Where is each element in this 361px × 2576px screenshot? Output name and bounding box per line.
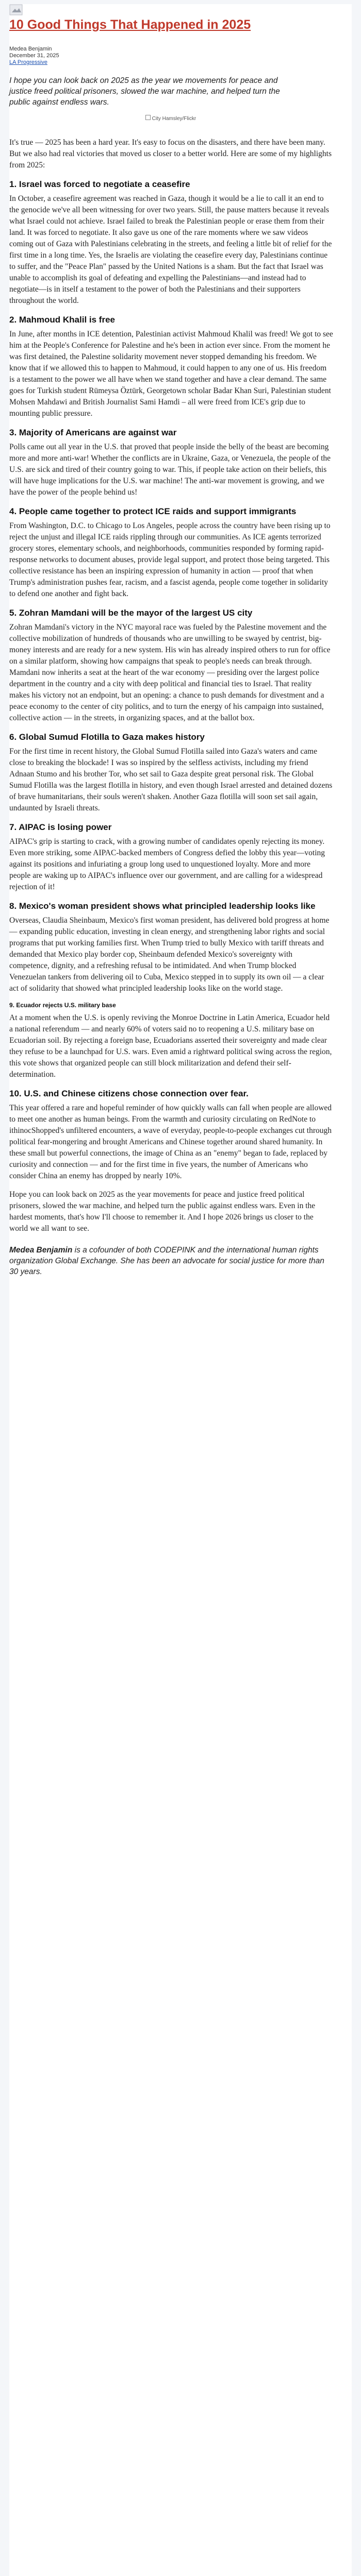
body-paragraph: At a moment when the U.S. is openly reviving the Monroe Doctrine in Latin America, Ecuador held a national referendum — and nearly 60% of voters said no to reopening a U.S. military base on Ecuadorian soil. By rejecting a foreign base, Ecuadorians asserted their sovereignty and made clear they refuse to be a launchpad for U.S. wars. Even amid a rightward political swing across the region, this vote shows that organized people can still block militarization and defend their self-determination. [9,1013,332,1079]
section-heading: 7. AIPAC is losing power [9,822,112,832]
section-heading: 2. Mahmoud Khalil is free [9,315,115,325]
section-heading: 6. Global Sumud Flotilla to Gaza makes history [9,732,205,742]
section-heading: 1. Israel was forced to negotiate a ceasefire [9,179,190,189]
body-paragraph: From Washington, D.C. to Chicago to Los Angeles, people across the country have been rising up to reject the unjust and illegal ICE raids rippling through our communities. As ICE agents terrorized grocery stores, elementary schools, and neighborhoods, communities responded by forming rapid-response networks to document abuses, provide legal support, and protect those being targeted. This collective resistance has been an inspiring expression of humanity in action — proof that when Trump's administration pushes fear, racism, and a fascist agenda, people come together in solidarity to defend one another and fight back. [9,521,331,598]
photo-caption: City Hamsley/Flickr [152,116,196,122]
article-card [9,4,352,2576]
body-paragraph: For the first time in recent history, the Global Sumud Flotilla sailed into Gaza's waters and came close to breaking the blockade! I was so inspired by the selfless activists, including my friend Adnaan Stumo and his brother Tor, who set sail to Gaza despite great personal risk. The Global Sumud Flotilla was the largest flotilla in history, and even though Israel arrested and detained dozens of brave humanitarians, their souls weren't shaken. Another Gaza flotilla will soon set sail again, undaunted by Israeli threats. [9,747,333,812]
body-paragraph: AIPAC's grip is starting to crack, with a growing number of candidates openly rejecting its money. Even more striking, some AIPAC-backed members of Congress defied the lobby this year—voting against its positions and infuriating a group long used to unquestioned loyalty. More and more people are waking up to AIPAC's influence over our government, and are calling for a widespread rejection of it! [9,837,325,891]
section-heading: 8. Mexico's woman president shows what principled leadership looks like [9,901,316,911]
section-heading: 3. Majority of Americans are against war [9,428,177,437]
source-link[interactable]: LA Progressive [9,59,47,65]
publication-logo-icon [9,4,23,15]
article-photo [140,115,202,126]
bio-text: is a cofounder of both CODEPINK and the international human rights organization Global Exchange. She has been an advocate for social justice for more than 30 years. [9,1246,324,1276]
body-paragraph: Hope you can look back on 2025 as the year movements for peace and justice freed political prisoners, slowed the war machine, and helped turn the public against endless wars. Even in the hardest moments, that's how I'll choose to remember it. And I hope 2026 brings us closer to the world we all want to see. [9,1190,316,1233]
bio-name: Medea Benjamin [9,1246,73,1255]
section-heading: 5. Zohran Mamdani will be the mayor of the largest US city [9,608,253,618]
body-paragraph: Zohran Mamdani's victory in the NYC mayoral race was fueled by the Palestine movement and the collective mobilization of hundreds of thousands who are unwilling to be swayed by centrist, big-money interests and are ready for a new system. His win has already inspired others to run for office on a similar platform, showing how campaigns that speak to people's needs can break through. Mamdani now inherits a seat at the heart of the war economy — presiding over the largest police department in the country and a city with deep political and financial ties to Israel. That reality makes his victory not an endpoint, but an opening: a chance to push demands for divestment and a peace economy to the center of city politics, and to turn the energy of his campaign into sustained, collective action — in the streets, in organizing spaces, and at the ballot box. [9,623,331,722]
article-title[interactable]: 10 Good Things That Happened in 2025 [9,18,251,32]
section-heading: 4. People came together to protect ICE raids and support immigrants [9,506,297,516]
image-icon [145,115,151,120]
section-heading: 9. Ecuador rejects U.S. military base [9,1002,116,1009]
article-intro: I hope you can look back on 2025 as the year we movements for peace and justice freed political prisoners, slowed the war machine, and helped turn the public against endless wars. [9,76,280,107]
body-paragraph: Overseas, Claudia Sheinbaum, Mexico's first woman president, has delivered bold progress at home — expanding public education, investing in clean energy, and strengthening labor rights and social programs that put working families first. When Trump tried to bully Mexico with tariff threats and demanded that Mexico play border cop, Sheinbaum defended Mexico's sovereignty with competence, dignity, and a refreshing refusal to be intimidated. And when Trump blocked Venezuelan tankers from delivering oil to Cuba, Mexico stepped in to supply its own oil — a clear act of solidarity that showed what principled leadership looks like on the world stage. [9,916,330,993]
body-paragraph: Polls came out all year in the U.S. that proved that people inside the belly of the beast are becoming more and more anti-war! Whether the conflicts are in Ukraine, Gaza, or Venezuela, the people of the U.S. are sick and tired of their country going to war. This, if people take action on their beliefs, this will have huge implications for the U.S. war machine! The anti-war movement is growing, and we have the power of the people behind us! [9,443,331,497]
publish-date: December 31, 2025 [9,53,59,59]
body-paragraph: It's true — 2025 has been a hard year. It's easy to focus on the disasters, and there have been many. But we also had real victories that moved us closer to a better world. Here are some of my highlights from 2025: [9,138,332,170]
author-bio [9,1245,333,1277]
author-name: Medea Benjamin [9,46,52,52]
body-paragraph: This year offered a rare and hopeful reminder of how quickly walls can fall when people are allowed to meet one another as human beings. From the warmth and curiosity circulating on RedNote to ithinocShopped's unfiltered encounters, a wave of everyday, people-to-people exchanges cut through political fear-mongering and brought Americans and Chinese together around shared humanity. In these small but powerful connections, the image of China as an "enemy" began to fade, replaced by curiosity and connection — and for the first time in five years, the number of Americans who consider China an enemy has dropped by nearly 10%. [9,1104,332,1180]
body-paragraph: In June, after months in ICE detention, Palestinian activist Mahmoud Khalil was freed! We got to see him at the People's Conference for Palestine and he's been in action ever since. From the moment he was first detained, the Palestine solidarity movement never stopped demanding his freedom. We know that if we allowed this to happen to Mahmoud, it could happen to any one of us. His freedom is a testament to the power we all have when we stand together and have a clear demand. The same goes for Turkish student Rümeysa Öztürk, Georgetown scholar Badar Khan Suri, Palestinian student Mohsen Mahdawi and British Journalist Sami Hamdi – all were freed from ICE's grip due to mounting public pressure. [9,330,333,418]
body-paragraph: In October, a ceasefire agreement was reached in Gaza, though it would be a lie to call it an end to the genocide we've all been witnessing for over two years. Still, the pause matters because it reveals what Israel could not achieve. Israel failed to break the Palestinian people or erase them from their land. It was forced to negotiate. It also gave us one of the rare moments where we saw videos coming out of Gaza with Palestinians celebrating in the streets, and feeling a little bit of relief for the first time in a long time. Yes, the Israelis are violating the ceasefire every day, Palestinians continue to suffer, and the "Peace Plan" passed by the United Nations is a sham. But the fact that Israel was unable to accomplish its goal of defeating and expelling the Palestinians—and instead had to negotiate—is in itself a testament to the power of both the Palestinians and their supporters throughout the world. [9,194,332,305]
section-heading: 10. U.S. and Chinese citizens chose connection over fear. [9,1089,249,1098]
